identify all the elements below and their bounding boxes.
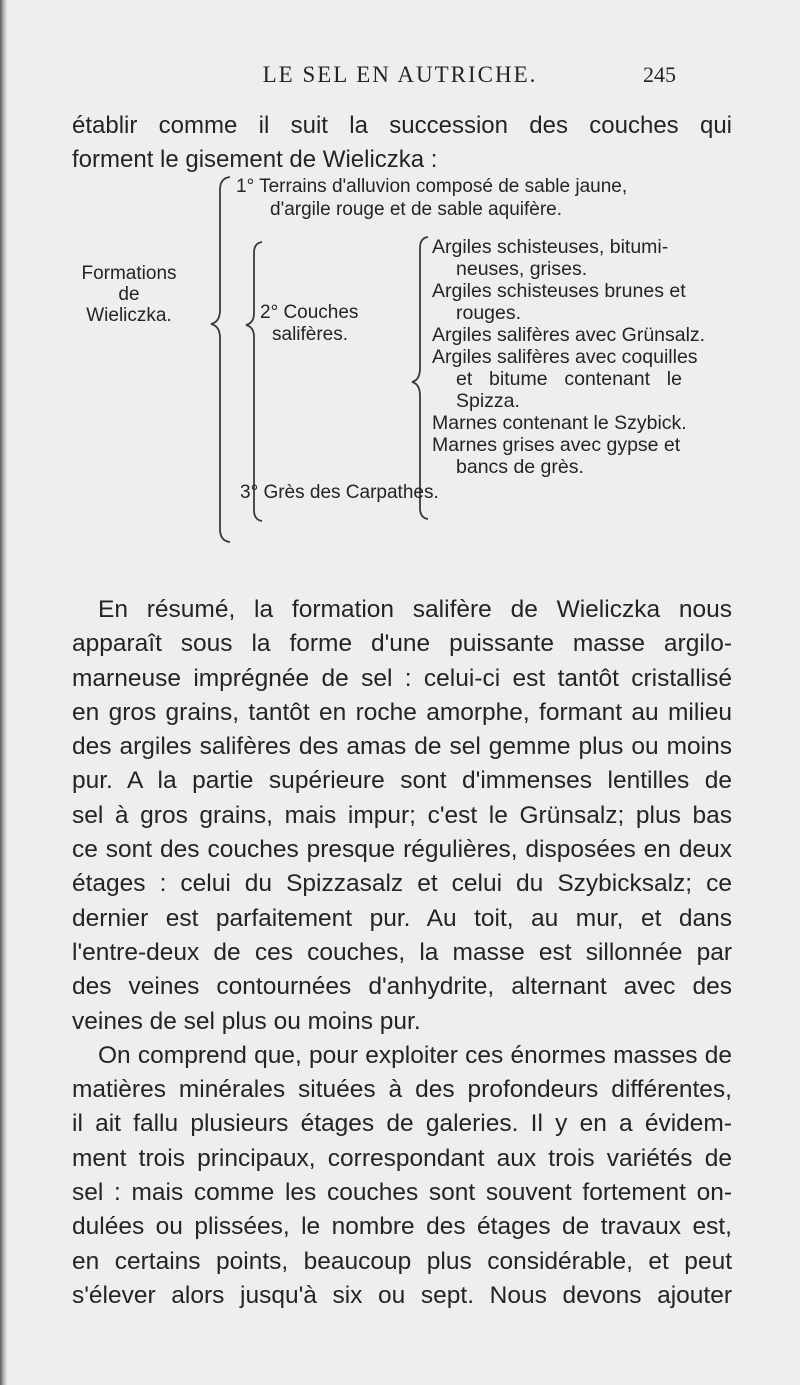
layer-2-item: Marnes grises avec gypse et: [432, 434, 681, 456]
layer-2-item: Argiles schisteuses, bitumi-: [432, 236, 669, 258]
layer-2-item: neuses, grises.: [456, 258, 588, 280]
text-line: veines de sel plus ou moins pur.: [72, 1007, 421, 1035]
intro-line: forment le gisement de Wieliczka :: [72, 146, 438, 173]
layer-2-item: Spizza.: [456, 390, 520, 412]
paragraph-2: [72, 1039, 732, 1313]
text-line: étages : celui du Spizzasalz et celui du Szybicksalz; ce: [72, 870, 732, 898]
group-label-line: Wieliczka.: [86, 305, 172, 326]
text-line: pur. A la partie supérieure sont d'immenses lentilles de: [72, 767, 732, 795]
text-line: matières minérales situées à des profondeurs différentes,: [72, 1076, 732, 1104]
text-line: en certains points, beaucoup plus considérable, et peut: [72, 1247, 732, 1275]
middle-brace: [246, 242, 262, 521]
running-title: LE SEL EN AUTRICHE.: [262, 62, 538, 87]
body-text: [72, 593, 732, 1313]
layer-2-label-line: salifères.: [272, 324, 349, 345]
text-line: sel à gros grains, mais impur; c'est le Grünsalz; plus bas: [72, 801, 732, 829]
layer-2-item: Argiles salifères avec coquilles: [432, 346, 698, 368]
text-line: il ait fallu plusieurs étages de galeries. Il y en a évidem-: [72, 1110, 732, 1138]
text-line: des argiles salifères des amas de sel gemme plus ou moins: [72, 733, 732, 761]
outer-brace: [211, 177, 230, 542]
paragraph-1: [72, 593, 732, 1039]
text-line: des veines contournées d'anhydrite, alternant avec des: [72, 973, 732, 1001]
inner-brace: [412, 237, 428, 519]
intro-line: établir comme il suit la succession des couches qui: [72, 112, 732, 139]
layer-2-label-line: 2° Couches: [260, 302, 359, 323]
text-line: dulées ou plissées, le nombre des étages de travaux est,: [72, 1213, 732, 1241]
layer-1-line: 1° Terrains d'alluvion composé de sable jaune,: [236, 176, 628, 197]
text-line: ce sont des couches presque régulières, disposées en deux: [72, 836, 732, 864]
text-line: On comprend que, pour exploiter ces énormes masses de: [98, 1041, 732, 1069]
group-label-line: de: [118, 284, 140, 305]
page-number: 245: [643, 62, 676, 87]
layer-1-line: d'argile rouge et de sable aquifère.: [270, 199, 562, 220]
layer-2-item: Marnes contenant le Szybick.: [432, 412, 687, 434]
formation-group-label: [80, 263, 178, 326]
layer-3-line: 3° Grès des Carpathes.: [240, 482, 439, 503]
formation-table: [0, 0, 800, 560]
text-line: l'entre-deux de ces couches, la masse est sillonnée par: [72, 938, 732, 966]
text-line: s'élever alors jusqu'à six ou sept. Nous devons ajouter: [72, 1281, 732, 1309]
text-line: dernier est parfaitement pur. Au toit, au mur, et dans: [72, 904, 732, 932]
text-line: en gros grains, tantôt en roche amorphe, formant au milieu: [72, 698, 732, 726]
layer-2-item: Argiles schisteuses brunes et: [432, 280, 686, 302]
text-line: En résumé, la formation salifère de Wieliczka nous: [98, 596, 732, 623]
group-label-line: Formations: [81, 263, 177, 284]
layer-2-item: et bitume contenant le: [456, 368, 682, 390]
layer-2-item: rouges.: [456, 302, 522, 324]
layer-2-item: bancs de grès.: [456, 456, 584, 478]
text-line: sel : mais comme les couches sont souvent fortement on-: [72, 1179, 732, 1207]
layer-2-item: Argiles salifères avec Grünsalz.: [432, 324, 706, 346]
text-line: marneuse imprégnée de sel : celui-ci est tantôt cristallisé: [72, 664, 732, 692]
text-line: ment trois principaux, correspondant aux trois variétés de: [72, 1144, 732, 1172]
layer-2-label: [260, 302, 358, 346]
text-line: apparaît sous la forme d'une puissante masse argilo-: [72, 630, 732, 658]
